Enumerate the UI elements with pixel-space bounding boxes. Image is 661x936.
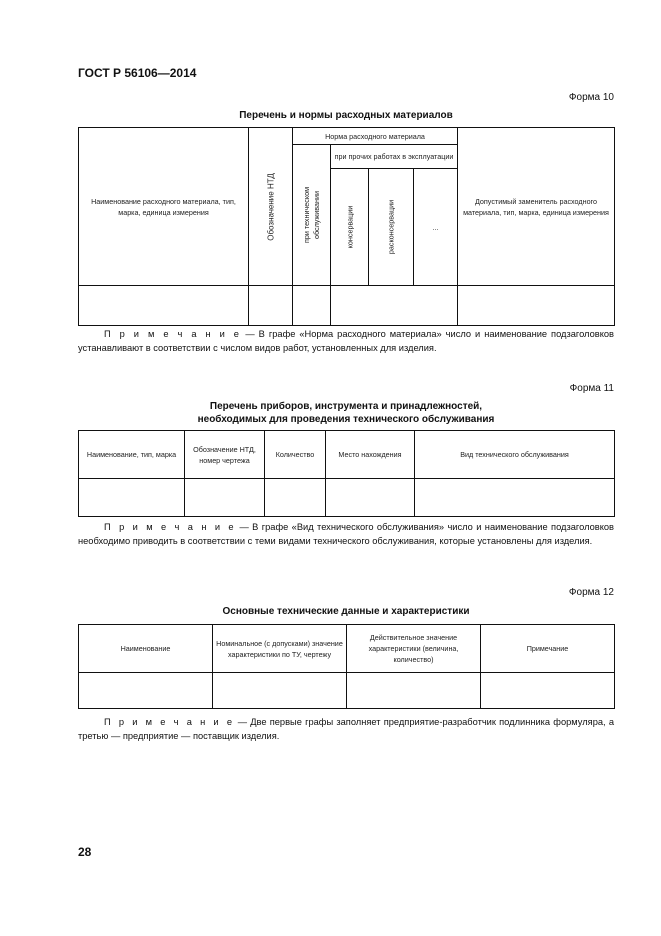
f10-col-name: Наименование расходного материала, тип, марка, единица измерения	[79, 128, 249, 286]
document-header: ГОСТ Р 56106—2014	[78, 66, 197, 80]
f10-empty-cell	[293, 286, 331, 326]
form10-title: Перечень и нормы расходных материалов	[239, 110, 453, 121]
f10-col-to-text: при техническом обслуживании	[301, 186, 321, 244]
f11-empty-cell	[265, 479, 326, 517]
f11-empty-cell	[79, 479, 185, 517]
f11-col-ntd: Обозначение НТД, номер чертежа	[185, 431, 265, 479]
f11-col-name: Наименование, тип, марка	[79, 431, 185, 479]
f10-col-cons-text: консервации	[345, 205, 354, 249]
form11-title	[78, 400, 614, 426]
f12-col-nominal: Номинальное (с допусками) значение характеристики по ТУ, чертежу	[213, 625, 347, 673]
form11-table	[78, 430, 615, 517]
f12-col-note: Примечание	[481, 625, 615, 673]
form10-note-text: — В графе «Норма расходного материала» число и наименование подзаголовков устанавливают в соответствии с числом видов работ, установленных для изделия.	[78, 329, 614, 353]
f10-empty-cell	[458, 286, 615, 326]
f12-col-name: Наименование	[79, 625, 213, 673]
f10-col-to	[293, 145, 331, 286]
f10-empty-cell	[249, 286, 293, 326]
form12-label: Форма 12	[568, 587, 614, 598]
form11-note-text: — В графе «Вид технического обслуживания» число и наименование подзаголовков необходимо приводить в соответствии с теми видами технического обслуживания, которые установлены для изделия.	[78, 522, 614, 546]
f10-empty-cell	[331, 286, 458, 326]
form10-label: Форма 10	[568, 92, 614, 103]
form12-table	[78, 624, 615, 709]
f12-empty-cell	[79, 673, 213, 709]
form11-title-line2: необходимых для проведения технического обслуживания	[197, 414, 495, 425]
f12-empty-cell	[213, 673, 347, 709]
form12-note	[78, 715, 614, 743]
f10-col-cons	[331, 169, 369, 286]
form10-note	[78, 327, 614, 355]
form12-title: Основные технические данные и характеристики	[222, 606, 470, 617]
f12-col-actual: Действительное значение характеристики (величина, количество)	[347, 625, 481, 673]
form12-note-text: — Две первые графы заполняет предприятие-разработчик подлинника формуляра, а третью — предприятие — поставщик изделия.	[78, 717, 614, 741]
form11-title-line1: Перечень приборов, инструмента и принадлежностей,	[209, 401, 483, 412]
f10-col-ntd-text: Обозначение НТД	[266, 172, 275, 241]
f10-col-subst: Допустимый заменитель расходного материала, тип, марка, единица измерения	[458, 128, 615, 286]
f11-col-place: Место нахождения	[326, 431, 415, 479]
f11-col-qty: Количество	[265, 431, 326, 479]
f10-empty-cell	[79, 286, 249, 326]
form11-label: Форма 11	[569, 383, 614, 394]
f11-col-kind: Вид технического обслуживания	[415, 431, 615, 479]
f11-empty-cell	[326, 479, 415, 517]
f12-empty-cell	[347, 673, 481, 709]
form10-table	[78, 127, 615, 326]
f10-col-ntd	[249, 128, 293, 286]
form11-note	[78, 520, 614, 548]
f12-empty-cell	[481, 673, 615, 709]
f10-col-raskons-text: расконсервации	[386, 199, 396, 255]
page-number: 28	[78, 845, 92, 859]
form12-note-lead: П р и м е ч а н и е	[104, 717, 235, 727]
f10-col-raskons	[369, 169, 414, 286]
f10-other-works: при прочих работах в эксплуатации	[331, 145, 458, 169]
form11-note-lead: П р и м е ч а н и е	[104, 522, 237, 532]
f11-empty-cell	[185, 479, 265, 517]
f10-col-dots: ...	[414, 169, 458, 286]
f11-empty-cell	[415, 479, 615, 517]
f10-norm-header: Норма расходного материала	[293, 128, 458, 145]
form10-note-lead: П р и м е ч а н и е	[104, 329, 242, 339]
